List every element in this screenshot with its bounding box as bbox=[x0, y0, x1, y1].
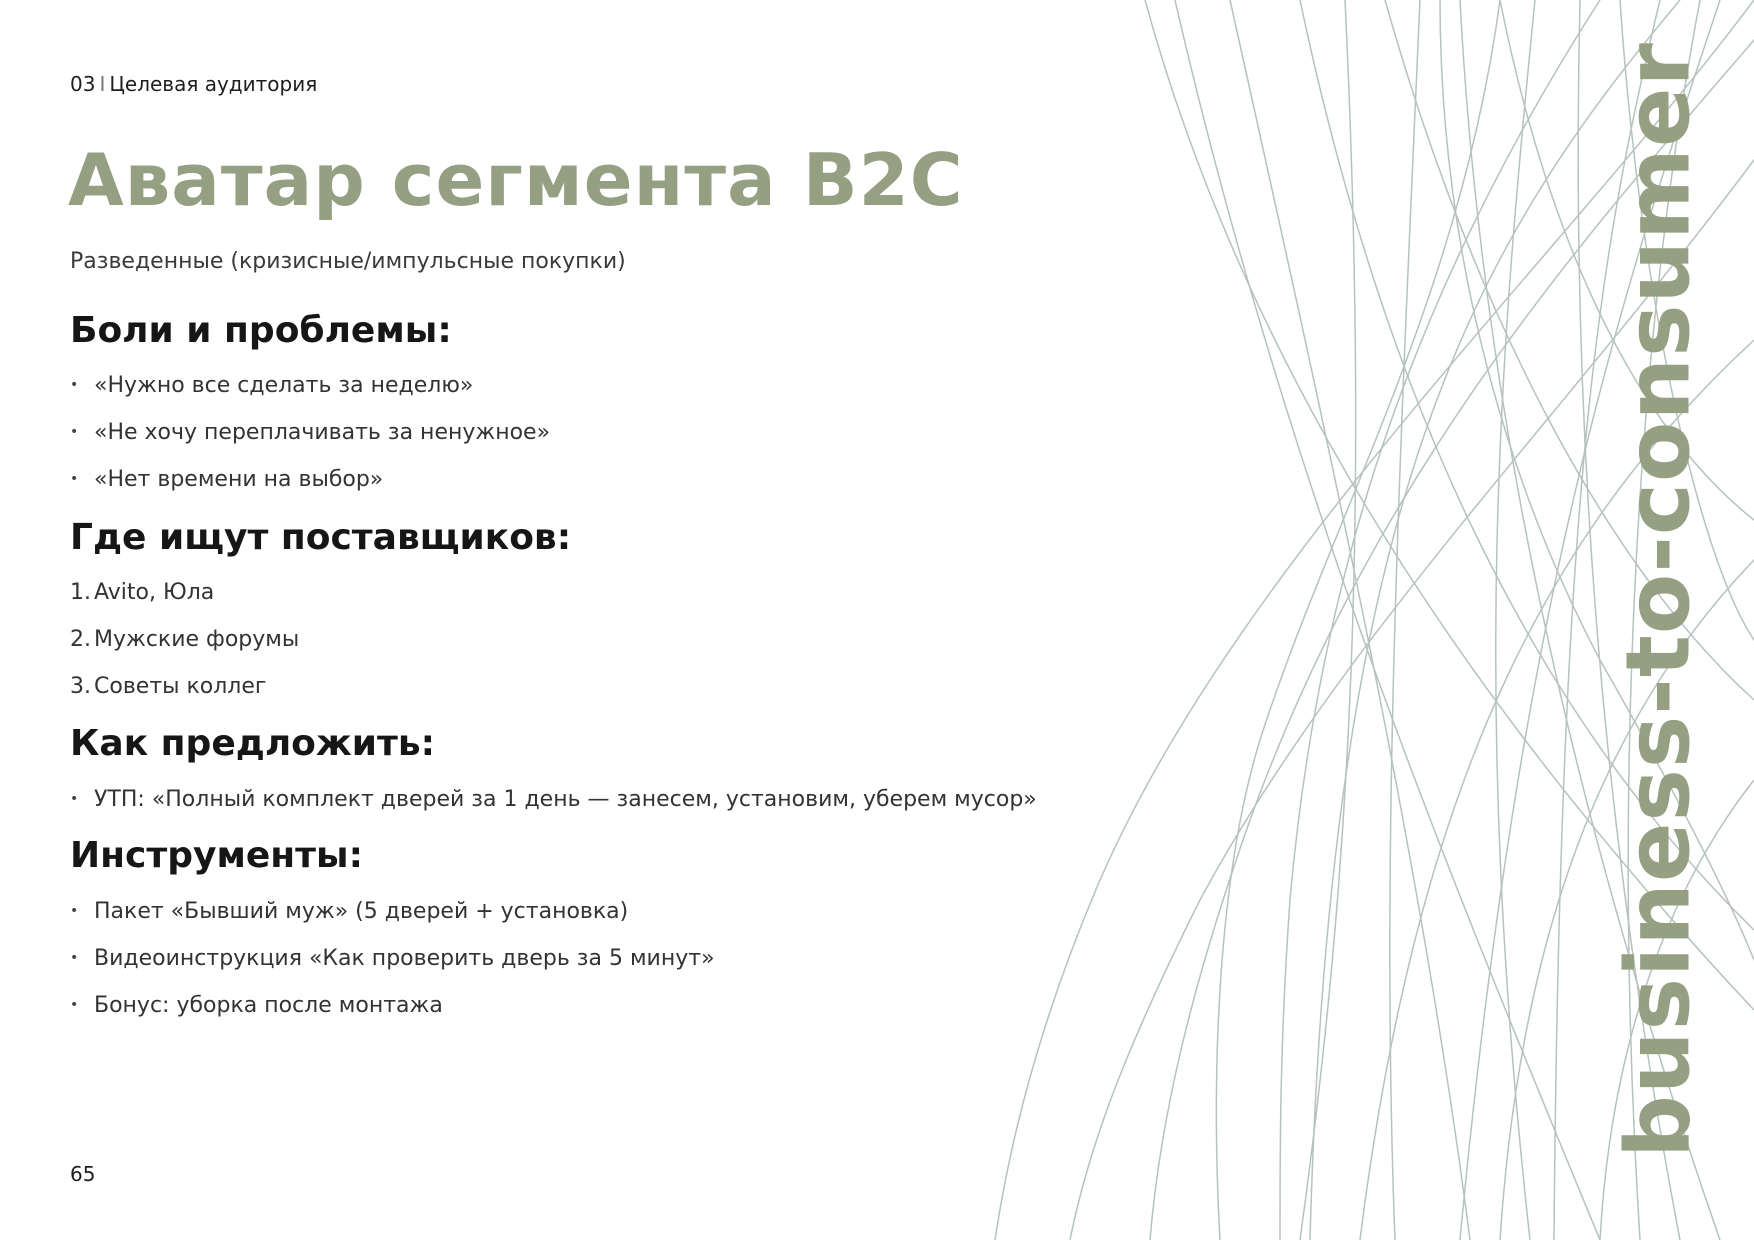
item-text: Советы коллег bbox=[94, 674, 267, 699]
list-item: • Пакет «Бывший муж» (5 дверей + установка) bbox=[70, 888, 715, 935]
pains-heading: Боли и проблемы: bbox=[70, 310, 452, 351]
offer-list bbox=[70, 776, 1037, 823]
offer-heading: Как предложить: bbox=[70, 723, 435, 764]
pains-list bbox=[70, 362, 550, 503]
list-item: • «Нет времени на выбор» bbox=[70, 456, 550, 503]
list-item bbox=[70, 569, 299, 616]
section-label bbox=[70, 72, 317, 96]
item-number: 3. bbox=[70, 674, 91, 699]
list-item: • УТП: «Полный комплект дверей за 1 день — занесем, установим, уберем мусор» bbox=[70, 776, 1037, 823]
section-separator: I bbox=[99, 72, 106, 96]
item-number: 1. bbox=[70, 580, 91, 605]
list-item: • «Не хочу переплачивать за ненужное» bbox=[70, 409, 550, 456]
list-item bbox=[70, 663, 299, 710]
item-text: Мужские форумы bbox=[94, 627, 300, 652]
channels-list bbox=[70, 569, 299, 710]
section-number: 03 bbox=[70, 72, 96, 96]
list-item bbox=[70, 616, 299, 663]
side-vertical-label: business-to-consumer bbox=[1606, 42, 1710, 1158]
page-number: 65 bbox=[70, 1162, 96, 1186]
tools-list bbox=[70, 888, 715, 1029]
list-item: • Видеоинструкция «Как проверить дверь за 5 минут» bbox=[70, 935, 715, 982]
item-text: Avito, Юла bbox=[94, 580, 215, 605]
page-subtitle: Разведенные (кризисные/импульсные покупки) bbox=[70, 249, 626, 274]
list-item: • «Нужно все сделать за неделю» bbox=[70, 362, 550, 409]
channels-heading: Где ищут поставщиков: bbox=[70, 517, 572, 558]
item-number: 2. bbox=[70, 627, 91, 652]
tools-heading: Инструменты: bbox=[70, 835, 363, 876]
page-title: Аватар сегмента B2C bbox=[68, 138, 964, 222]
section-title: Целевая аудитория bbox=[109, 72, 318, 96]
list-item: • Бонус: уборка после монтажа bbox=[70, 982, 715, 1029]
